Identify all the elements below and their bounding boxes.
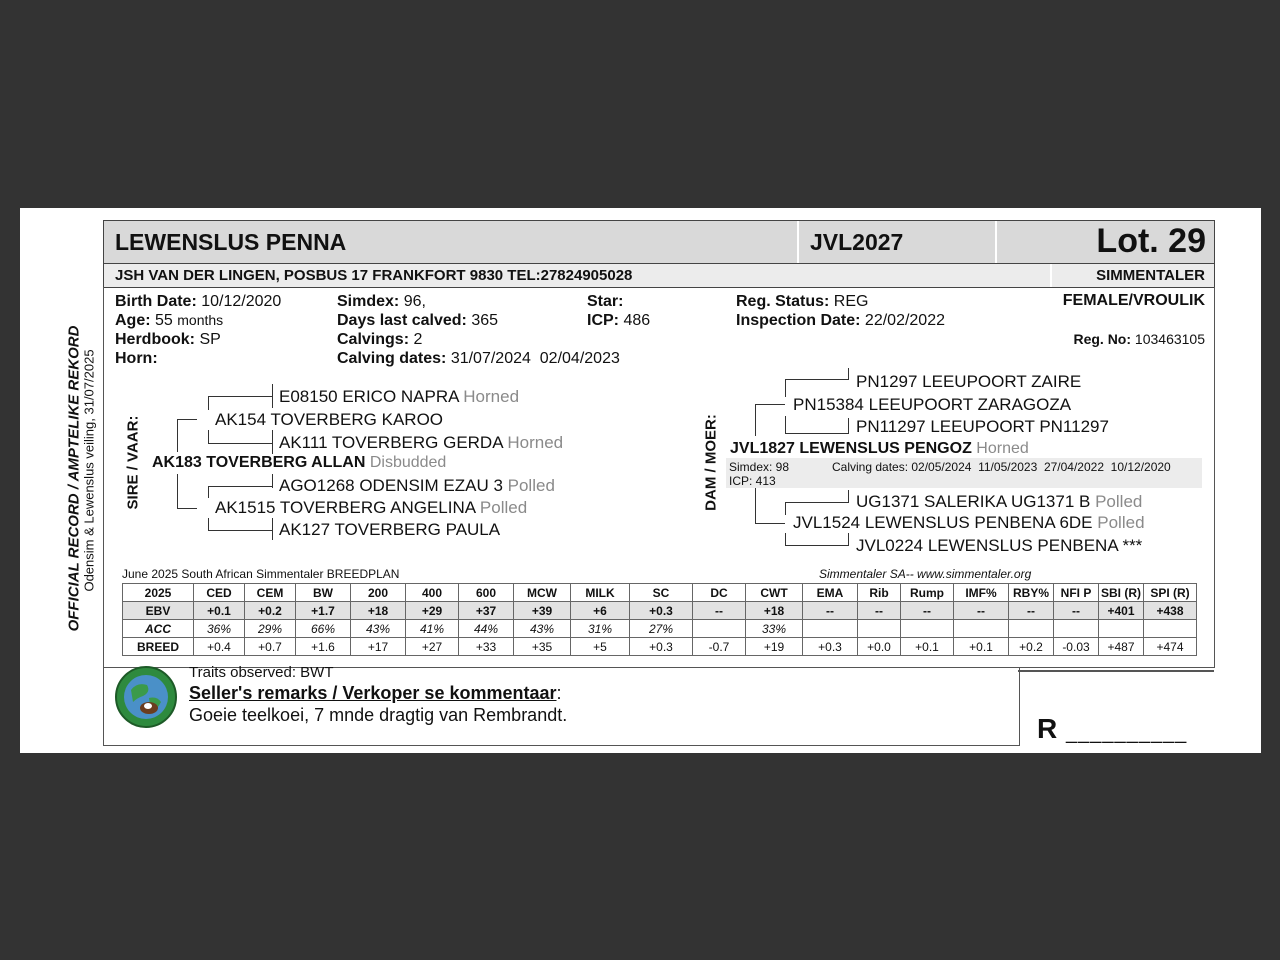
breedplan-cell: 29% — [245, 620, 296, 638]
dam-calving-dates: Calving dates: 02/05/2024 11/05/2023 27/04/2022 10/12/2020 — [832, 460, 1171, 474]
sire-name: AK183 TOVERBERG ALLAN — [152, 454, 366, 471]
breedplan-cell: SBI (R) — [1099, 584, 1144, 602]
breedplan-cell: +39 — [514, 602, 571, 620]
sire-dam-dam: AK127 TOVERBERG PAULA — [279, 520, 501, 539]
sire-status: Disbudded — [369, 454, 447, 471]
animal-name: LEWENSLUS PENNA — [115, 229, 347, 255]
breedplan-cell: +0.3 — [803, 638, 858, 656]
breedplan-cell: +5 — [571, 638, 630, 656]
breedplan-cell: CED — [194, 584, 245, 602]
sire-dam-status: Polled — [479, 498, 528, 517]
star-label: Star: — [587, 293, 624, 310]
auction-side-label: Odensim & Lewenslus veiling, 31/07/2025 — [81, 349, 97, 592]
breedplan-cell: +0.3 — [630, 602, 693, 620]
breedplan-website: Simmentaler SA-- www.simmentaler.org — [819, 567, 1032, 581]
official-record-side-label: OFFICIAL RECORD / AMPTELIKE REKORD — [65, 325, 83, 632]
breedplan-cell: +29 — [406, 602, 459, 620]
breedplan-cell — [901, 620, 954, 638]
dam-simdex: Simdex: 98 — [729, 460, 790, 474]
breedplan-cell: 43% — [351, 620, 406, 638]
breedplan-cell: +401 — [1099, 602, 1144, 620]
breedplan-cell: CWT — [746, 584, 803, 602]
sire-dam-name: AK1515 TOVERBERG ANGELINA — [215, 498, 476, 517]
reg-no-value: 103463105 — [1134, 331, 1205, 347]
breedplan-cell: DC — [693, 584, 746, 602]
breedplan-cell: MILK — [571, 584, 630, 602]
breedplan-table — [122, 583, 1197, 656]
breedplan-caption: June 2025 South African Simmentaler BREEDPLAN — [122, 567, 400, 581]
reg-no-label: Reg. No: — [1073, 331, 1132, 347]
breedplan-cell: -0.03 — [1054, 638, 1099, 656]
reg-no — [1073, 331, 1205, 347]
breedplan-cell: +19 — [746, 638, 803, 656]
reg-status-label: Reg. Status: — [736, 293, 830, 310]
breedplan-acc-row — [123, 620, 1197, 638]
breedplan-cell: +1.7 — [296, 602, 351, 620]
calving-dates-label: Calving dates: — [337, 350, 447, 367]
inspection-date: 22/02/2022 — [864, 312, 945, 329]
breedplan-cell: -- — [858, 602, 901, 620]
breedplan-cell: RBY% — [1009, 584, 1054, 602]
breedplan-cell — [693, 620, 746, 638]
breedplan-cell: 200 — [351, 584, 406, 602]
sire-dam-sire: AGO1268 ODENSIM EZAU 3 — [279, 476, 503, 495]
breedplan-cell: +0.1 — [901, 638, 954, 656]
breedplan-cell: +474 — [1144, 638, 1197, 656]
lot-number: Lot. 29 — [1096, 222, 1206, 260]
dam-dam-sire-status: Polled — [1095, 492, 1143, 511]
reg-status: REG — [833, 293, 869, 310]
breedplan-cell: CEM — [245, 584, 296, 602]
breedplan-cell: 44% — [459, 620, 514, 638]
sire-dam-sire-status: Polled — [507, 476, 555, 495]
breedplan-cell: NFI P — [1054, 584, 1099, 602]
info-col-4 — [736, 292, 945, 330]
info-col-3 — [587, 292, 650, 330]
breedplan-cell: IMF% — [954, 584, 1009, 602]
breedplan-cell: +6 — [571, 602, 630, 620]
breedplan-cell: EMA — [803, 584, 858, 602]
price-label: R — [1037, 713, 1058, 744]
row-label-cell: BREED — [123, 638, 194, 656]
sire-sire-name: AK154 TOVERBERG KAROO — [215, 410, 444, 429]
breedplan-cell: 43% — [514, 620, 571, 638]
dam-dam-sire: UG1371 SALERIKA UG1371 B — [856, 492, 1091, 511]
breedplan-cell: +1.6 — [296, 638, 351, 656]
sire-sire-sire: E08150 ERICO NAPRA — [279, 387, 459, 406]
animal-id: JVL2027 — [810, 229, 904, 255]
horn-label: Horn: — [115, 350, 158, 367]
breedplan-cell — [1009, 620, 1054, 638]
lot-card — [20, 208, 1261, 753]
birth-date-label: Birth Date: — [115, 293, 197, 310]
breedplan-cell: +487 — [1099, 638, 1144, 656]
breedplan-cell: 41% — [406, 620, 459, 638]
breedplan-cell: BW — [296, 584, 351, 602]
dam-dam-status: Polled — [1097, 513, 1145, 532]
breedplan-breed-row — [123, 638, 1197, 656]
breedplan-cell: +438 — [1144, 602, 1197, 620]
simdex-value: 96, — [403, 293, 426, 310]
remarks-title: Seller's remarks / Verkoper se kommentaar — [189, 683, 557, 703]
dam-dam-dam: JVL0224 LEWENSLUS PENBENA *** — [856, 536, 1143, 555]
globe-icon — [117, 668, 175, 726]
days-last-calved-label: Days last calved: — [337, 312, 467, 329]
age-value: 55 — [155, 312, 173, 329]
sire-section-label: SIRE / VAAR: — [124, 415, 142, 510]
breedplan-cell — [1099, 620, 1144, 638]
breedplan-cell: +18 — [351, 602, 406, 620]
age-unit: months — [177, 312, 224, 328]
row-label-cell: ACC — [123, 620, 194, 638]
breedplan-cell: +0.1 — [954, 638, 1009, 656]
breedplan-cell: 31% — [571, 620, 630, 638]
breedplan-cell: -- — [954, 602, 1009, 620]
breed-name: SIMMENTALER — [1096, 267, 1205, 284]
breedplan-cell — [1054, 620, 1099, 638]
breedplan-cell: 27% — [630, 620, 693, 638]
sire-sire-dam: AK111 TOVERBERG GERDA — [279, 433, 503, 452]
breedplan-cell: Rump — [901, 584, 954, 602]
traits-observed: Traits observed: BWT — [189, 664, 334, 681]
inspection-date-label: Inspection Date: — [736, 312, 861, 329]
dam-sire-sire: PN1297 LEEUPOORT ZAIRE — [856, 372, 1082, 391]
breedplan-cell: +0.4 — [194, 638, 245, 656]
price-blank[interactable]: __________ — [1066, 722, 1188, 744]
age-label: Age: — [115, 312, 151, 329]
breedplan-cell: MCW — [514, 584, 571, 602]
breedplan-cell: -- — [803, 602, 858, 620]
days-last-calved: 365 — [471, 312, 499, 329]
info-col-2 — [337, 292, 620, 368]
icp-value: 486 — [623, 312, 651, 329]
breedplan-cell: +0.0 — [858, 638, 901, 656]
dam-sire-name: PN15384 LEEUPOORT ZARAGOZA — [793, 395, 1072, 414]
owner-info: JSH VAN DER LINGEN, POSBUS 17 FRANKFORT 9830 TEL:27824905028 — [115, 267, 633, 284]
breedplan-cell: 400 — [406, 584, 459, 602]
breedplan-cell — [1144, 620, 1197, 638]
dam-icp: ICP: 413 — [729, 474, 776, 488]
dam-status: Horned — [976, 440, 1029, 457]
breedplan-cell: -- — [1054, 602, 1099, 620]
info-col-1 — [115, 292, 281, 368]
breedplan-cell: 33% — [746, 620, 803, 638]
breedplan-cell: +0.7 — [245, 638, 296, 656]
simdex-label: Simdex: — [337, 293, 400, 310]
calvings-label: Calvings: — [337, 331, 410, 348]
breedplan-header-row — [123, 584, 1197, 602]
row-label-cell: EBV — [123, 602, 194, 620]
breedplan-cell: +0.2 — [1009, 638, 1054, 656]
breedplan-cell: -0.7 — [693, 638, 746, 656]
breedplan-cell: 66% — [296, 620, 351, 638]
breedplan-cell: +0.3 — [630, 638, 693, 656]
calvings-value: 2 — [413, 331, 423, 348]
dam-section-label: DAM / MOER: — [702, 414, 720, 511]
breedplan-cell: -- — [1009, 602, 1054, 620]
breedplan-cell: +35 — [514, 638, 571, 656]
breedplan-cell: +18 — [746, 602, 803, 620]
breedplan-cell: 36% — [194, 620, 245, 638]
sex-label: FEMALE/VROULIK — [1062, 292, 1205, 309]
breedplan-cell: SPI (R) — [1144, 584, 1197, 602]
breedplan-cell: Rib — [858, 584, 901, 602]
icp-label: ICP: — [587, 312, 619, 329]
breedplan-cell: +37 — [459, 602, 514, 620]
dam-name: JVL1827 LEWENSLUS PENGOZ — [730, 440, 972, 457]
breedplan-cell: +27 — [406, 638, 459, 656]
remarks-colon: : — [556, 683, 562, 703]
breedplan-cell: +17 — [351, 638, 406, 656]
breedplan-cell: +0.1 — [194, 602, 245, 620]
breedplan-cell: +33 — [459, 638, 514, 656]
sire-sire-dam-status: Horned — [507, 433, 564, 452]
remarks-heading — [189, 683, 562, 704]
birth-date: 10/12/2020 — [201, 293, 282, 310]
dam-sire-dam: PN11297 LEEUPOORT PN11297 — [856, 417, 1109, 436]
breedplan-ebv-row — [123, 602, 1197, 620]
dam-dam-name: JVL1524 LEWENSLUS PENBENA 6DE — [793, 513, 1093, 532]
society-logo — [115, 666, 177, 728]
breedplan-cell: 600 — [459, 584, 514, 602]
breedplan-cell: -- — [901, 602, 954, 620]
herdbook-value: SP — [199, 331, 221, 348]
breedplan-cell — [954, 620, 1009, 638]
breedplan-cell: SC — [630, 584, 693, 602]
breedplan-cell — [803, 620, 858, 638]
herdbook-label: Herdbook: — [115, 331, 195, 348]
row-label-cell: 2025 — [123, 584, 194, 602]
breedplan-cell — [858, 620, 901, 638]
breedplan-cell: +0.2 — [245, 602, 296, 620]
sire-sire-sire-status: Horned — [463, 387, 520, 406]
calving-dates: 31/07/2024 02/04/2023 — [450, 350, 620, 367]
breedplan-cell: -- — [693, 602, 746, 620]
remarks-text: Goeie teelkoei, 7 mnde dragtig van Rembrandt. — [189, 705, 568, 725]
